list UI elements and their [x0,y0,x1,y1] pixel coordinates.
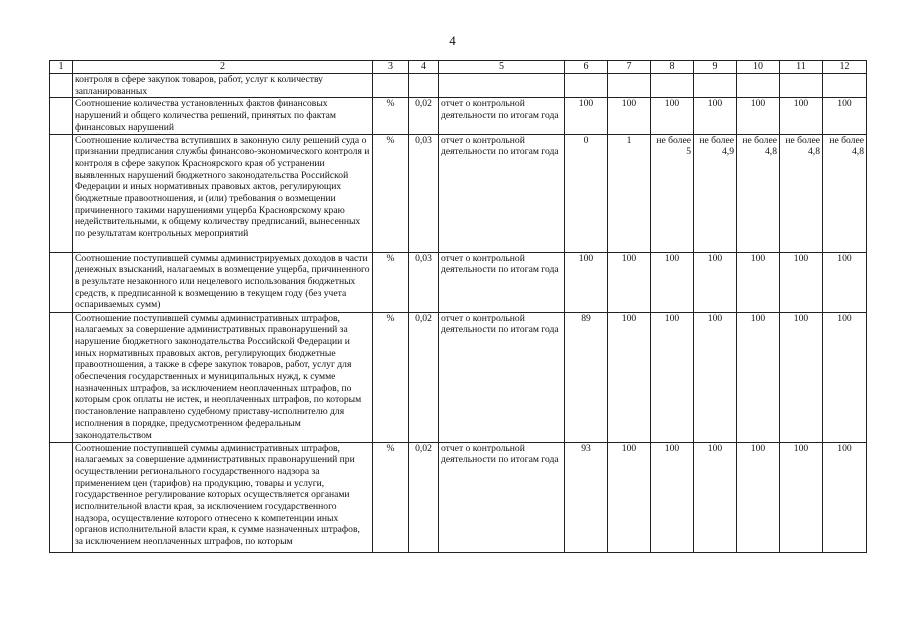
value-cell: не более 4,9 [694,134,737,252]
indicators-table [49,60,867,553]
value-cell: 100 [737,252,780,312]
value-cell: 100 [608,312,651,442]
value-cell: не более 4,8 [823,134,867,252]
row-number-cell [50,134,73,252]
header-cell: 2 [73,61,373,74]
value-cell: 100 [737,442,780,552]
row-number-cell [50,98,73,134]
value-cell: не более 4,8 [780,134,823,252]
value-cell: не более 5 [651,134,694,252]
value-cell [823,74,867,98]
unit-cell: % [373,134,409,252]
header-row [50,61,867,74]
row-number-cell [50,252,73,312]
weight-cell: 0,03 [409,252,439,312]
value-cell: 100 [608,252,651,312]
value-cell: 100 [608,98,651,134]
value-cell [608,74,651,98]
weight-cell: 0,02 [409,98,439,134]
indicator-cell: Соотношение количества вступивших в законную силу решений суда о признании предписания службы финансово-экономического контроля и контроля в сфере закупок Красноярского края об устранении выявленных нарушений бюджетного законодательства Российской Федерации и иных нормативных правовых актов, регулирующих бюджетные правоотношения, и (или) требования о возмещении причиненного такими нарушениями ущерба Красноярскому краю недействительными, к общему количеству предписаний, вынесенных по результатам контрольных мероприятий [73,134,373,252]
value-cell: 100 [694,98,737,134]
value-cell: 1 [608,134,651,252]
value-cell: 100 [694,312,737,442]
weight-cell [409,74,439,98]
value-cell: 100 [565,252,608,312]
value-cell: не более 4,8 [737,134,780,252]
table-row [50,312,867,442]
header-cell: 1 [50,61,73,74]
header-cell: 3 [373,61,409,74]
unit-cell: % [373,312,409,442]
value-cell: 100 [737,312,780,442]
value-cell [651,74,694,98]
header-cell: 10 [737,61,780,74]
header-cell: 9 [694,61,737,74]
header-cell: 6 [565,61,608,74]
source-cell [439,74,565,98]
value-cell: 100 [780,252,823,312]
indicator-cell: контроля в сфере закупок товаров, работ, услуг к количеству запланированных [73,74,373,98]
unit-cell: % [373,442,409,552]
row-number-cell [50,312,73,442]
value-cell: 100 [737,98,780,134]
value-cell: 93 [565,442,608,552]
value-cell: 100 [780,98,823,134]
value-cell: 100 [694,252,737,312]
table-row [50,98,867,134]
value-cell: 100 [694,442,737,552]
row-number-cell [50,74,73,98]
indicator-cell: Соотношение поступившей суммы административных штрафов, налагаемых за совершение административных правонарушений при осуществлении регионального государственного надзора за применением цен (тарифов) на продукцию, товары и услуги, государственное регулирование которых осуществляется органами исполнительной власти края, за исключением государственного надзора, осуществление которого отнесено к компетенции иных органов исполнительной власти края, к сумме назначенных штрафов, за исключением неоплаченных штрафов, по которым [73,442,373,552]
value-cell: 100 [651,252,694,312]
source-cell: отчет о контрольной деятельности по итогам года [439,98,565,134]
value-cell: 100 [823,442,867,552]
value-cell [694,74,737,98]
value-cell: 0 [565,134,608,252]
unit-cell: % [373,252,409,312]
header-cell: 5 [439,61,565,74]
weight-cell: 0,03 [409,134,439,252]
value-cell: 100 [651,312,694,442]
value-cell [737,74,780,98]
header-cell: 4 [409,61,439,74]
table-row [50,442,867,552]
value-cell: 100 [565,98,608,134]
weight-cell: 0,02 [409,442,439,552]
value-cell: 100 [823,98,867,134]
value-cell [565,74,608,98]
source-cell: отчет о контрольной деятельности по итогам года [439,134,565,252]
indicator-cell: Соотношение количества установленных фактов финансовых нарушений и общего количества решений, принятых по фактам финансовых нарушений [73,98,373,134]
source-cell: отчет о контрольной деятельности по итогам года [439,252,565,312]
value-cell: 100 [651,98,694,134]
header-cell: 12 [823,61,867,74]
table-row [50,74,867,98]
value-cell: 100 [823,252,867,312]
indicator-cell: Соотношение поступившей суммы администрируемых доходов в части денежных взысканий, налагаемых в возмещение ущерба, причиненного в результате незаконного или нецелевого использования бюджетных средств, к предписанной к возмещению в текущем году (без учета оспариваемых сумм) [73,252,373,312]
weight-cell: 0,02 [409,312,439,442]
value-cell: 100 [608,442,651,552]
unit-cell [373,74,409,98]
table-row [50,134,867,252]
source-cell: отчет о контрольной деятельности по итогам года [439,442,565,552]
unit-cell: % [373,98,409,134]
value-cell: 100 [780,312,823,442]
page-number: 4 [449,33,456,48]
value-cell [780,74,823,98]
row-number-cell [50,442,73,552]
value-cell: 100 [823,312,867,442]
value-cell: 89 [565,312,608,442]
value-cell: 100 [651,442,694,552]
header-cell: 7 [608,61,651,74]
header-cell: 11 [780,61,823,74]
table-row [50,252,867,312]
header-cell: 8 [651,61,694,74]
value-cell: 100 [780,442,823,552]
indicator-cell: Соотношение поступившей суммы административных штрафов, налагаемых за совершение административных правонарушений за нарушение бюджетного законодательства Российской Федерации и иных нормативных правовых актов, регулирующих бюджетные правоотношения, а также в сфере закупок товаров, работ, услуг для обеспечения государственных и муниципальных нужд, к сумме назначенных штрафов, за исключением неоплаченных штрафов, по которым срок оплаты не истек, и неоплаченных штрафов, по которым постановление направлено судебному приставу-исполнителю для исполнения в порядке, предусмотренном федеральным законодательством [73,312,373,442]
source-cell: отчет о контрольной деятельности по итогам года [439,312,565,442]
